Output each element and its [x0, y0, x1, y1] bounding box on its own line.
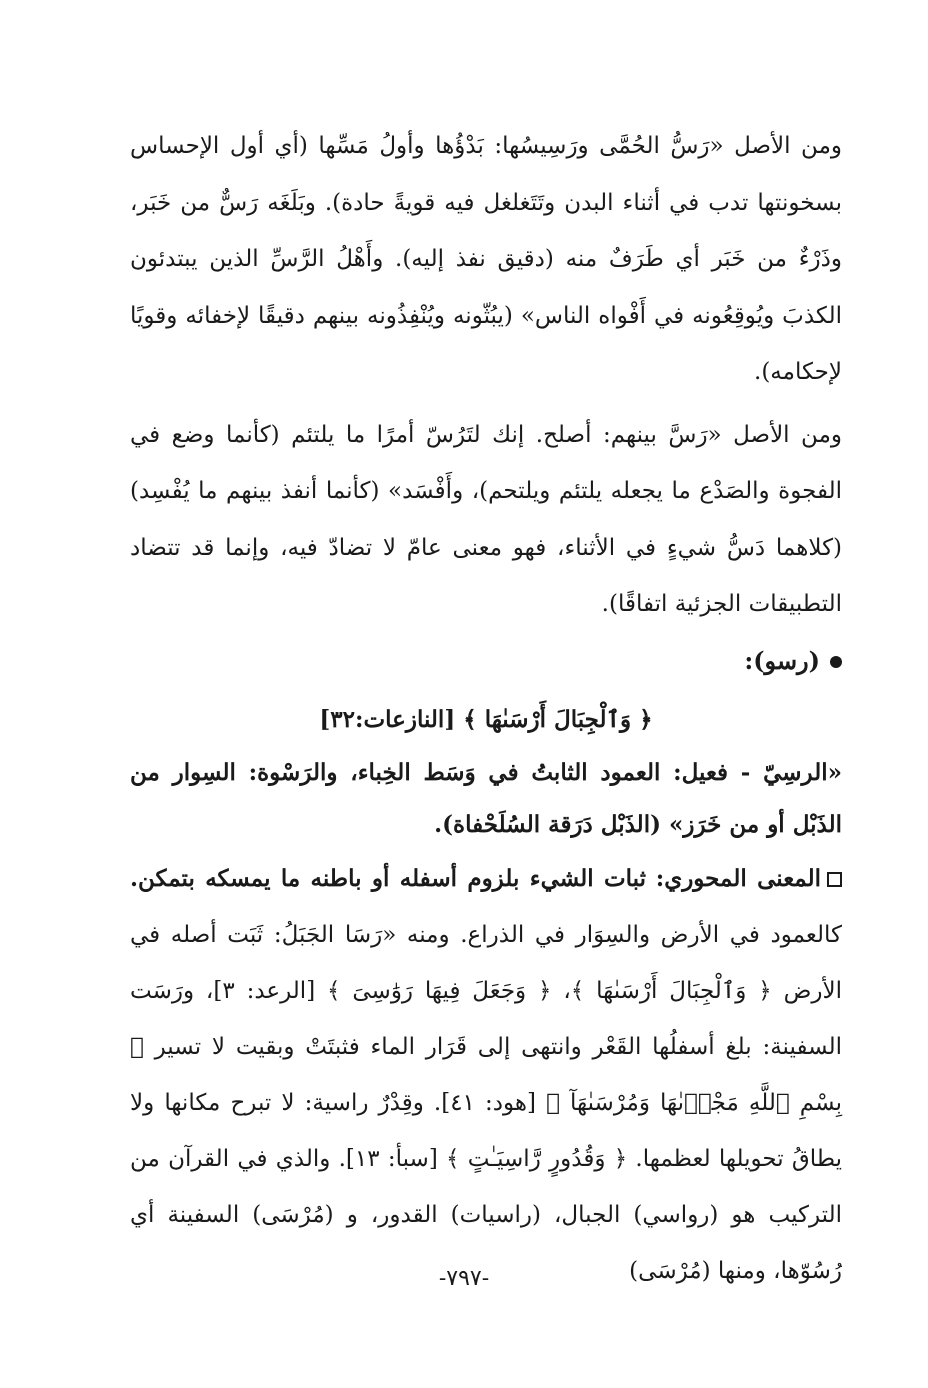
quran-verse: ﴿ وَٱلْجِبَالَ أَرْسَىٰهَا ﴾ [النازعات:٣٢]	[319, 705, 653, 733]
core-meaning-bold: ثبات الشيء بلزوم أسفله أو باطنه ما يمسكه بتمكن.	[130, 864, 647, 892]
bullet-icon	[830, 656, 842, 668]
definition-paragraph: «الرسِيّ - فعيل: العمود الثابتُ في وَسَط الخِباء، والرَسْوة: السِوار من الذَبْل أو من خَرَز» (الذَبْل دَرَقة السُلَحْفاة).	[130, 758, 842, 838]
core-meaning-label: المعنى المحوري:	[655, 864, 821, 892]
checkbox-square-icon	[827, 872, 842, 887]
core-meaning-paragraph	[130, 851, 842, 1299]
core-meaning-text: كالعمود في الأرض والسِوَار في الذراع. ومنه «رَسَا الجَبَلُ: ثَبَت أصله في الأرض ﴿ وَٱلْجِبَالَ أَرْسَىٰهَا ﴾، ﴿ وَجَعَلَ فِيهَا رَوَٰسِىَ ﴾ [الرعد: ٣]، ورَسَت السفينة: بلغ أسفلُها القَعْر وانتهى إلى قَرَار الماء فثبتَتْ وبقيت لا تسير ﴿ بِسْمِ ٱللَّهِ مَجْرٜىٰهَا وَمُرْسَىٰهَآ ﴾ [هود: ٤١]. وقِدْرٌ راسية: لا تبرح مكانها ولا يطاقُ تحويلها لعظمها. ﴿ وَقُدُورٍ رَّاسِيَـٰتٍ ﴾ [سبأ: ١٣]. والذي في القرآن من التركيب هو (رواسي) الجبال، (راسيات) القدور، و (مُرْسَى) السفينة أي رُسُوّها، ومنها (مُرْسَى)	[130, 921, 843, 1284]
paragraph-1: ومن الأصل «رَسُّ الحُمَّى ورَسِيسُها: بَدْؤُها وأولُ مَسِّها (أي أول الإحساس بسخونتها تدب في أثناء البدن وتَتَغلغل فيه قويةً حادة). وبَلَغَه رَسٌّ من خَبَر، وذَرْءٌ من خَبَر أي طَرَفٌ منه (دقيق نفذ إليه). وأَهْلُ الرَّسِّ الذين يبتدئون الكذبَ ويُوقِعُونه في أَفْواه الناس» (يبُثّونه ويُنْفِذُونه بينهم دقيقًا لإخفائه وقويًا لإحكامه).	[130, 133, 842, 385]
page-number: -٧٩٧-	[438, 1266, 490, 1291]
paragraph-2: ومن الأصل «رَسَّ بينهم: أصلح. إنك لتَرُسّ أمرًا ما يلتئم (كأنما وضع في الفجوة والصَدْع ما يجعله يلتئم ويلتحم)، وأَفْسَد» (كأنما أنفذ بينهم ما يُفْسِد) (كلاهما دَسُّ شيءٍ في الأثناء، فهو معنى عامّ لا تضادّ فيه، وإنما قد تتضاد التطبيقات الجزئية اتفاقًا).	[130, 421, 842, 617]
entry-heading	[130, 633, 842, 689]
page-body	[130, 118, 842, 1299]
entry-heading-text: (رسو):	[744, 645, 820, 675]
